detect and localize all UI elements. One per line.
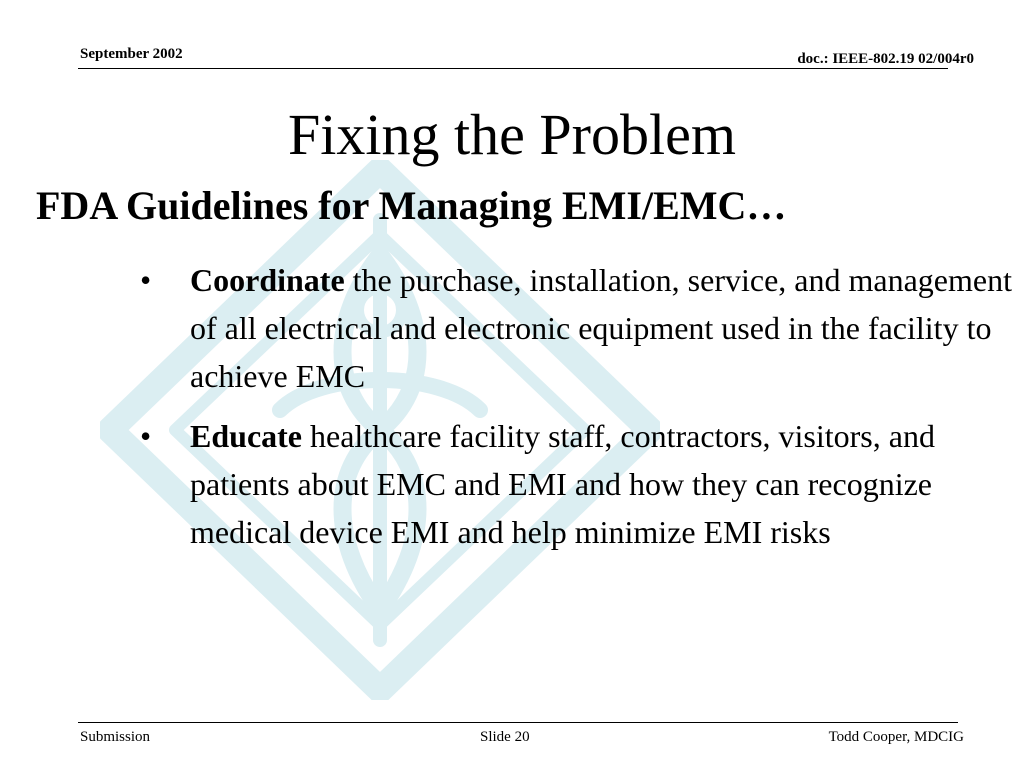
footer-submission: Submission [80,729,151,745]
bullet-marker: • [140,418,152,454]
bullet-marker: • [140,262,152,298]
slide-subtitle: FDA Guidelines for Managing EMI/EMC… [36,183,787,228]
slide-title: Fixing the Problem [288,102,736,167]
footer-divider [78,722,958,723]
header-date: September 2002 [80,46,183,62]
footer-author: Todd Cooper, MDCIG [828,729,964,745]
bullet-text: the purchase, installation, service, and management of all electrical and electronic equipment used in the facility to achieve EMC [190,262,1012,394]
header-doc-id: doc.: IEEE-802.19 02/004r0 [797,51,974,67]
footer-slide-number: Slide 20 [480,729,530,745]
bullet-keyword: Coordinate [190,262,345,298]
bullet-list [140,256,1020,568]
bullet-item-coordinate [140,256,1020,400]
bullet-text: healthcare facility staff, contractors, visitors, and patients about EMC and EMI and how they can recognize medical device EMI and help minimize EMI risks [190,418,935,550]
header-divider [78,68,948,69]
bullet-item-educate [140,412,1020,556]
bullet-keyword: Educate [190,418,302,454]
